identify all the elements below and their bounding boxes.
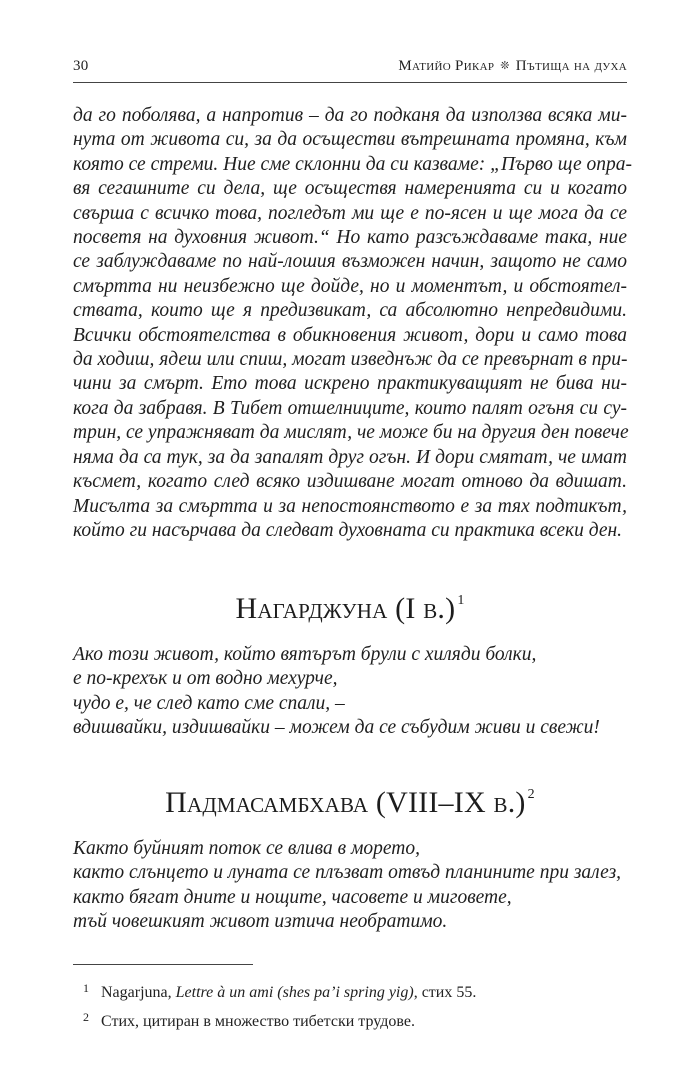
body-paragraph — [73, 104, 632, 543]
author-name: Матийо Рикар — [398, 58, 495, 74]
page-number: 30 — [73, 58, 89, 74]
body-line: който ги насърчава да следват духовната си практика всеки ден. — [73, 519, 623, 541]
body-line: кога да забравя. В Тибет отшелниците, които палят огъня си су- — [73, 397, 627, 419]
body-line: Всички обстоятелства в обикновения живот, дори и само това — [73, 324, 627, 346]
body-line: трин, се упражняват да мислят, че може би на другия ден повече — [73, 422, 629, 444]
footnote-rule — [73, 964, 253, 965]
body-line: се заблуждаваме по най-лошия възможен начин, защото не само — [73, 251, 627, 273]
body-line: Мисълта за смъртта и за непостоянството е за тях подтикът, — [73, 495, 627, 517]
footnotes — [73, 976, 627, 1034]
book-title: Пътища на духа — [515, 58, 627, 74]
running-header — [73, 58, 627, 80]
body-line: посветя на духовния живот.“ Но като разсъждаваме така, ние — [73, 227, 627, 249]
body-line: късмет, когато след всяко издишване могат отново да вдишат. — [73, 471, 627, 493]
body-line: да ходиш, ядеш или спиш, могат изведнъж да се превърнат в при- — [73, 349, 628, 371]
body-line: няма да са тук, за да запалят друг огън. И дори смятат, че имат — [73, 446, 627, 468]
ornament-separator-icon: ❊ — [500, 60, 510, 72]
section-heading — [73, 583, 627, 627]
footnote-mark: 1 — [83, 981, 89, 995]
footnote-reference: 1 — [457, 593, 465, 608]
poem-line: както слънцето и луната се плъзват отвъд планините при залез, — [73, 862, 622, 884]
section-padmasambhava — [73, 777, 627, 935]
body-line: която се стреми. Ние сме склонни да си казваме: „Първо ще опра- — [73, 153, 632, 175]
poem-line: вдишвайки, издишвайки – можем да се събудим живи и свежи! — [73, 717, 600, 739]
poem-line: Както буйният поток се влива в морето, — [73, 838, 420, 859]
footnote-text: , стих 55. — [413, 984, 477, 1001]
body-line: ствата, които ще я предизвикат, са абсолютно непредвидими. — [73, 300, 627, 322]
body-line: нута от живота си, за да осъществи вътрешната промяна, към — [73, 129, 627, 151]
body-line: да го поболява, а напротив – да го подканя да използва всяка ми- — [73, 105, 627, 126]
section-heading-text: Падмасамбхава (VIII–IX в.) — [165, 786, 526, 819]
footnote-work-title: Lettre à un ami (shes pa’i spring yig) — [175, 984, 414, 1001]
section-nagarjuna — [73, 583, 627, 741]
footnote-text: Стих, цитиран в множество тибетски трудове. — [101, 1013, 415, 1030]
section-heading — [73, 777, 627, 821]
body-line: свърша с всичко това, погледът ми ще е по-ясен и ще мога да се — [73, 202, 627, 224]
footnote-2 — [73, 1005, 627, 1034]
footnote-1 — [73, 976, 627, 1005]
poem-line: както бягат дните и нощите, часовете и миговете, — [73, 886, 512, 908]
body-line: чини за смърт. Ето това искрено практикуващият не бива ни- — [73, 373, 627, 395]
body-line: смъртта ни неизбежно ще дойде, но и моментът, и обстоятел- — [73, 275, 627, 297]
poem-line: тъй човешкият живот изтича необратимо. — [73, 911, 448, 933]
running-head — [398, 58, 627, 75]
poem-line: чудо е, че след като сме спали, – — [73, 692, 345, 714]
poem — [73, 837, 627, 935]
poem — [73, 643, 627, 741]
poem-line: е по-крехък и от водно мехурче, — [73, 668, 338, 690]
footnote-reference: 2 — [527, 787, 535, 802]
footnote-mark: 2 — [83, 1010, 89, 1024]
footnote-text: Nagarjuna, — [101, 984, 176, 1001]
header-rule — [73, 82, 627, 83]
poem-line: Ако този живот, който вятърът брули с хиляди болки, — [73, 644, 537, 665]
section-heading-text: Нагарджуна (I в.) — [235, 592, 456, 625]
body-line: вя сегашните си дела, ще осъществя намеренията си и когато — [73, 178, 627, 200]
